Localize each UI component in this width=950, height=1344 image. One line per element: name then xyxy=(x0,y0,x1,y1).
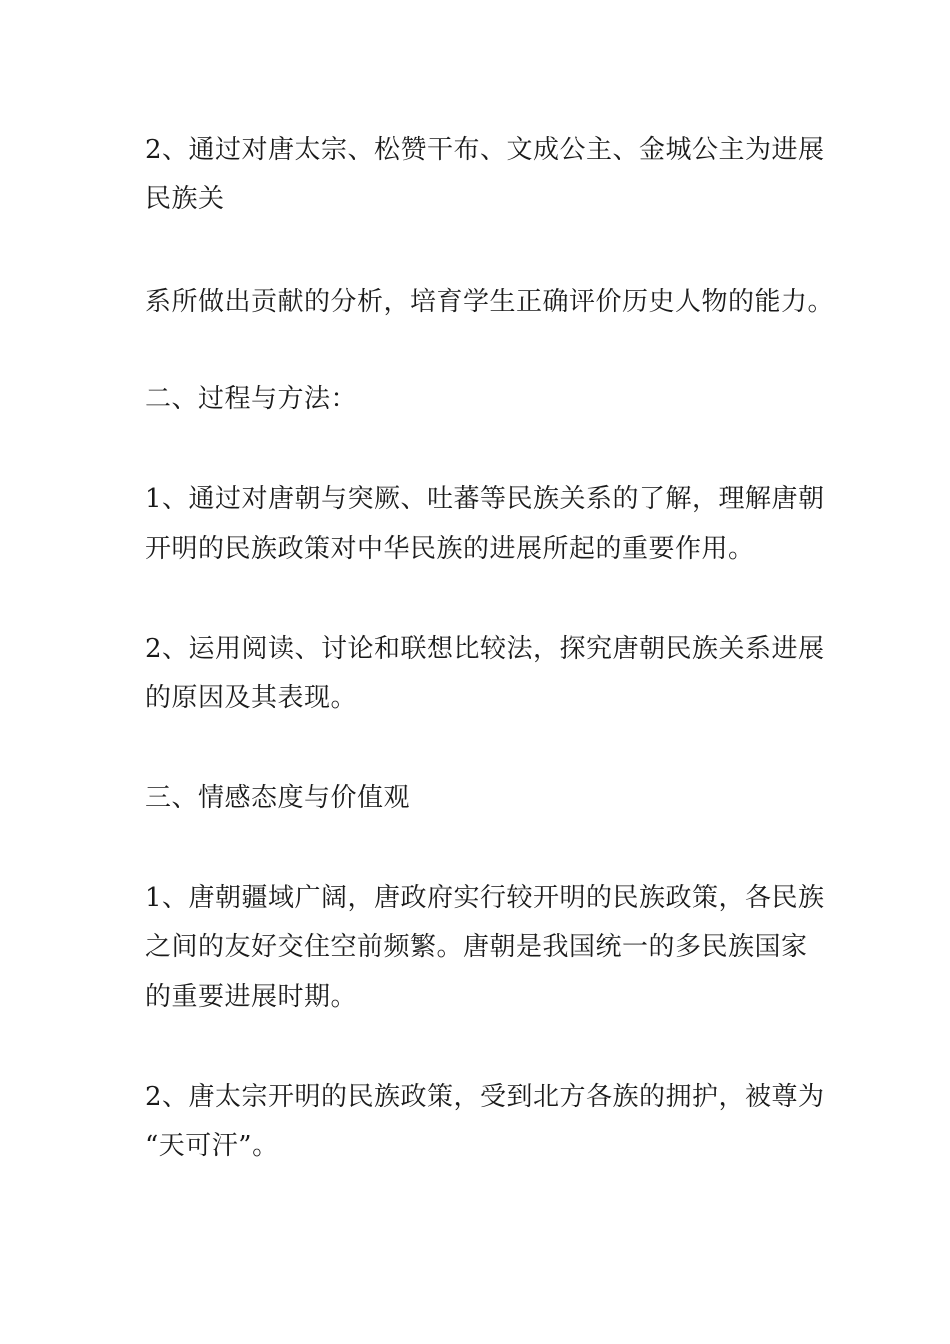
paragraph-line: 1、通过对唐朝与突厥、吐蕃等民族关系的了解，理解唐朝 xyxy=(145,484,825,514)
paragraph-line: 1、唐朝疆域广阔，唐政府实行较开明的民族政策，各民族 xyxy=(145,883,825,913)
paragraph-line: 之间的友好交住空前频繁。唐朝是我国统一的多民族国家 xyxy=(145,932,808,962)
section-heading: 二、过程与方法： xyxy=(145,384,358,414)
section-heading: 三、情感态度与价值观 xyxy=(145,783,411,813)
paragraph-line: 的重要进展时期。 xyxy=(145,982,358,1012)
paragraph-line: 2、唐太宗开明的民族政策，受到北方各族的拥护，被尊为 xyxy=(145,1082,825,1112)
paragraph-line: 系所做出贡献的分析，培育学生正确评价历史人物的能力。 xyxy=(145,287,835,317)
paragraph-line: 的原因及其表现。 xyxy=(145,683,358,713)
paragraph-line: 民族关 xyxy=(145,184,225,214)
paragraph-line: 开明的民族政策对中华民族的进展所起的重要作用。 xyxy=(145,534,755,564)
paragraph-line: 2、通过对唐太宗、松赞干布、文成公主、金城公主为进展 xyxy=(145,135,825,165)
paragraph-line: 2、运用阅读、讨论和联想比较法，探究唐朝民族关系进展 xyxy=(145,634,825,664)
paragraph-line: “天可汗”。 xyxy=(145,1131,279,1161)
